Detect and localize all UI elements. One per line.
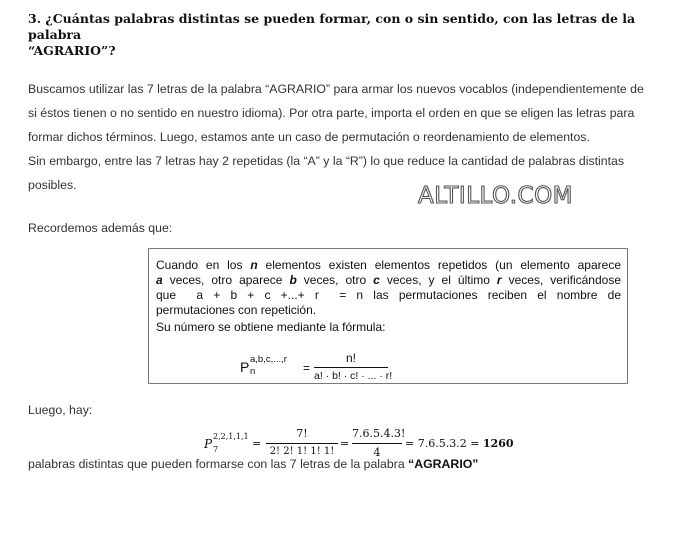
definition-line-5: Su número se obtiene mediante la fórmula: bbox=[156, 320, 386, 334]
definition-line-1: Cuando en los n elementos existen elementos repetidos (un elemento aparece bbox=[156, 258, 621, 272]
formula-superscript: a,b,c,...,r bbox=[250, 354, 287, 365]
conclusion-text: palabras distintas que pueden formarse con las 7 letras de la palabra “AGRARIO” bbox=[28, 457, 479, 471]
definition-line-2: a veces, otro aparece b veces, otro c veces, y el último r veces, verificándose bbox=[156, 273, 621, 287]
calc-result: = 7.6.5.3.2 = 1260 bbox=[405, 437, 514, 450]
calc-equals-2: = bbox=[340, 437, 350, 450]
question-heading bbox=[28, 11, 668, 59]
definition-line-3: que a + b + c +...+ r = n las permutaciones reciben el nombre de bbox=[156, 288, 621, 302]
formula-p-symbol: P bbox=[240, 359, 250, 375]
formula-equals: = bbox=[303, 361, 311, 375]
formula-fraction-bar bbox=[314, 367, 388, 368]
formula-denominator: a! · b! · c! · ... · r! bbox=[314, 370, 393, 382]
question-line-2: “AGRARIO”? bbox=[28, 43, 116, 58]
altillo-watermark: ALTILLO.COM bbox=[418, 183, 574, 209]
question-line-1: 3. ¿Cuántas palabras distintas se pueden formar, con o sin sentido, con las letras de la palabra bbox=[28, 11, 636, 42]
conclusion-word: “AGRARIO” bbox=[408, 457, 479, 471]
formula-subscript: n bbox=[250, 366, 256, 377]
calc-superscript: 2,2,1,1,1 bbox=[213, 432, 249, 441]
calc-fraction-bar-2 bbox=[352, 443, 402, 444]
calc-result-value: 1260 bbox=[482, 437, 514, 450]
calc-numerator-1: 7! bbox=[296, 427, 308, 440]
calc-denominator-1: 2! 2! 1! 1! 1! bbox=[269, 446, 335, 457]
calc-denominator-2: 4 bbox=[373, 446, 381, 459]
calc-subscript: 7 bbox=[213, 445, 219, 454]
intro-paragraph bbox=[28, 77, 692, 197]
calc-fraction-bar-1 bbox=[266, 443, 338, 444]
calc-numerator-2: 7.6.5.4.3! bbox=[352, 427, 406, 440]
recall-text: Recordemos además que: bbox=[28, 221, 173, 235]
intro-line-2: si éstos tienen o no sentido en nuestro idioma). Por otra parte, importa el orden en que se eligen las letras para bbox=[28, 106, 635, 120]
formula-numerator: n! bbox=[345, 351, 356, 365]
calc-p-symbol: P bbox=[204, 437, 213, 451]
intro-line-5: posibles. bbox=[28, 178, 77, 192]
definition-box bbox=[148, 248, 628, 384]
intro-line-4: Sin embargo, entre las 7 letras hay 2 repetidas (la “A” y la “R”) lo que reduce la cantidad de palabras distintas bbox=[28, 154, 625, 168]
intro-line-1: Buscamos utilizar las 7 letras de la palabra “AGRARIO” para armar los nuevos vocablos (independientemente de bbox=[28, 82, 644, 96]
calc-equals-1: = bbox=[252, 437, 262, 450]
definition-line-4: permutaciones con repetición. bbox=[156, 303, 317, 317]
then-text: Luego, hay: bbox=[28, 403, 93, 417]
intro-line-3: formar dichos términos. Luego, estamos ante un caso de permutación o reordenamiento de elementos. bbox=[28, 130, 590, 144]
